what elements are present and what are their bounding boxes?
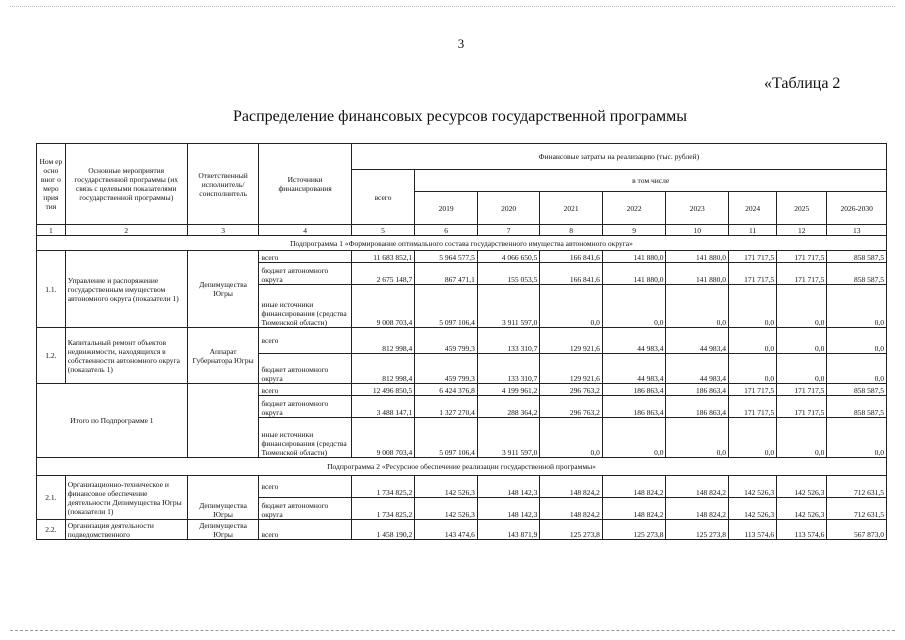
amount-cell: 0,0 bbox=[666, 418, 729, 458]
amount-cell: 0,0 bbox=[777, 328, 827, 354]
source-total: всего bbox=[259, 520, 351, 540]
year-header: 2023 bbox=[666, 192, 729, 225]
amount-cell: 3 911 597,0 bbox=[477, 418, 540, 458]
column-number: 6 bbox=[415, 225, 478, 236]
activity-name: Управление и распоряжение государственным имуществом автономного округа (показатели 1) bbox=[65, 251, 187, 328]
column-number: 13 bbox=[827, 225, 887, 236]
amount-cell: 5 964 577,5 bbox=[415, 251, 478, 263]
amount-cell: 44 983,4 bbox=[666, 328, 729, 354]
amount-cell: 113 574,6 bbox=[777, 520, 827, 540]
amount-cell: 0,0 bbox=[777, 285, 827, 328]
amount-cell: 171 717,5 bbox=[777, 396, 827, 418]
amount-cell: 5 097 106,4 bbox=[415, 418, 478, 458]
amount-cell: 141 880,0 bbox=[666, 263, 729, 285]
source-total: всего bbox=[259, 328, 351, 354]
amount-cell: 1 734 825,2 bbox=[351, 476, 415, 498]
amount-cell: 459 799,3 bbox=[415, 354, 478, 384]
amount-cell: 0,0 bbox=[540, 418, 603, 458]
source-budget: бюджет автономного округа bbox=[259, 354, 351, 384]
amount-cell: 712 631,5 bbox=[827, 476, 887, 498]
amount-cell: 171 717,5 bbox=[728, 251, 776, 263]
subprogram-1-heading: Подпрограмма 1 «Формирование оптимального состава государственного имущества автономного округа» bbox=[37, 236, 887, 251]
header-including: в том числе bbox=[415, 170, 887, 192]
column-number: 10 bbox=[666, 225, 729, 236]
header-total: всего bbox=[351, 170, 415, 225]
amount-cell: 6 424 376,8 bbox=[415, 384, 478, 396]
amount-cell: 812 998,4 bbox=[351, 328, 415, 354]
amount-cell: 186 863,4 bbox=[602, 396, 666, 418]
amount-cell: 0,0 bbox=[666, 285, 729, 328]
amount-cell: 44 983,4 bbox=[666, 354, 729, 384]
executor: Депимущества Югры bbox=[187, 520, 259, 540]
amount-cell: 166 841,6 bbox=[540, 263, 603, 285]
amount-cell: 0,0 bbox=[728, 285, 776, 328]
amount-cell: 171 717,5 bbox=[728, 396, 776, 418]
amount-cell: 858 587,5 bbox=[827, 396, 887, 418]
column-number: 4 bbox=[259, 225, 351, 236]
amount-cell: 142 526,3 bbox=[415, 476, 478, 498]
year-header: 2020 bbox=[477, 192, 540, 225]
amount-cell: 171 717,5 bbox=[728, 263, 776, 285]
row-number: 1.2. bbox=[37, 328, 66, 384]
amount-cell: 148 142,3 bbox=[477, 498, 540, 520]
amount-cell: 0,0 bbox=[728, 418, 776, 458]
amount-cell: 141 880,0 bbox=[666, 251, 729, 263]
year-header: 2024 bbox=[728, 192, 776, 225]
amount-cell: 0,0 bbox=[827, 418, 887, 458]
subtotal-label: Итого по Подпрограмме 1 bbox=[37, 384, 188, 458]
header-finance: Финансовые затраты на реализацию (тыс. рублей) bbox=[351, 144, 886, 170]
year-header: 2021 bbox=[540, 192, 603, 225]
amount-cell: 142 526,3 bbox=[777, 476, 827, 498]
column-number: 7 bbox=[477, 225, 540, 236]
amount-cell: 5 097 106,4 bbox=[415, 285, 478, 328]
amount-cell: 11 683 852,1 bbox=[351, 251, 415, 263]
amount-cell: 812 998,4 bbox=[351, 354, 415, 384]
header-num: Ном ер осно вног о меро прия тия bbox=[37, 144, 66, 225]
amount-cell: 113 574,6 bbox=[728, 520, 776, 540]
year-header: 2019 bbox=[415, 192, 478, 225]
amount-cell: 155 053,5 bbox=[477, 263, 540, 285]
amount-cell: 0,0 bbox=[728, 328, 776, 354]
activity-name: Организация деятельности подведомственного bbox=[65, 520, 187, 540]
column-number-row bbox=[37, 225, 887, 236]
amount-cell: 133 310,7 bbox=[477, 354, 540, 384]
amount-cell: 296 763,2 bbox=[540, 384, 603, 396]
amount-cell: 148 824,2 bbox=[540, 476, 603, 498]
amount-cell: 148 824,2 bbox=[666, 498, 729, 520]
amount-cell: 0,0 bbox=[827, 285, 887, 328]
amount-cell: 166 841,6 bbox=[540, 251, 603, 263]
source-budget: бюджет автономного округа bbox=[259, 396, 351, 418]
amount-cell: 3 488 147,1 bbox=[351, 396, 415, 418]
year-header: 2025 bbox=[777, 192, 827, 225]
amount-cell: 125 273,8 bbox=[602, 520, 666, 540]
amount-cell: 186 863,4 bbox=[666, 396, 729, 418]
amount-cell: 44 983,4 bbox=[602, 354, 666, 384]
amount-cell: 0,0 bbox=[827, 354, 887, 384]
amount-cell: 9 008 703,4 bbox=[351, 285, 415, 328]
amount-cell: 0,0 bbox=[602, 418, 666, 458]
finance-table bbox=[36, 143, 887, 540]
amount-cell: 567 873,0 bbox=[827, 520, 887, 540]
amount-cell: 142 526,3 bbox=[728, 498, 776, 520]
amount-cell: 867 471,1 bbox=[415, 263, 478, 285]
activity-name: Организационно-техническое и финансовое обеспечение деятельности Депимущества Югры (показатели 1) bbox=[65, 476, 187, 520]
column-number: 2 bbox=[65, 225, 187, 236]
amount-cell: 858 587,5 bbox=[827, 263, 887, 285]
amount-cell: 712 631,5 bbox=[827, 498, 887, 520]
column-number: 11 bbox=[728, 225, 776, 236]
amount-cell: 143 871,9 bbox=[477, 520, 540, 540]
header-activity: Основные мероприятия государственной программы (их связь с целевыми показателями государственной программы) bbox=[65, 144, 187, 225]
amount-cell: 12 496 850,5 bbox=[351, 384, 415, 396]
top-border-line bbox=[10, 6, 895, 7]
amount-cell: 133 310,7 bbox=[477, 328, 540, 354]
amount-cell: 288 364,2 bbox=[477, 396, 540, 418]
column-number: 8 bbox=[540, 225, 603, 236]
amount-cell: 0,0 bbox=[602, 285, 666, 328]
amount-cell: 141 880,0 bbox=[602, 263, 666, 285]
row-number: 1.1. bbox=[37, 251, 66, 328]
table-note: «Таблица 2 bbox=[764, 75, 841, 92]
amount-cell: 0,0 bbox=[777, 354, 827, 384]
amount-cell: 125 273,8 bbox=[540, 520, 603, 540]
column-number: 9 bbox=[602, 225, 666, 236]
document-title: Распределение финансовых ресурсов государственной программы bbox=[233, 108, 687, 125]
amount-cell: 142 526,3 bbox=[415, 498, 478, 520]
amount-cell: 171 717,5 bbox=[777, 384, 827, 396]
source-other: иные источники финансирования (средства Тюменской области) bbox=[259, 285, 351, 328]
amount-cell: 142 526,3 bbox=[777, 498, 827, 520]
amount-cell: 0,0 bbox=[728, 354, 776, 384]
amount-cell: 129 921,6 bbox=[540, 354, 603, 384]
header-source: Источники финансирования bbox=[259, 144, 351, 225]
subtotal-executor-empty bbox=[187, 384, 259, 458]
amount-cell: 4 066 650,5 bbox=[477, 251, 540, 263]
row-number: 2.2. bbox=[37, 520, 66, 540]
amount-cell: 296 763,2 bbox=[540, 396, 603, 418]
amount-cell: 141 880,0 bbox=[602, 251, 666, 263]
amount-cell: 148 824,2 bbox=[602, 498, 666, 520]
executor: Депимущества Югры bbox=[187, 251, 259, 328]
amount-cell: 3 911 597,0 bbox=[477, 285, 540, 328]
column-number: 5 bbox=[351, 225, 415, 236]
amount-cell: 0,0 bbox=[540, 285, 603, 328]
amount-cell: 143 474,6 bbox=[415, 520, 478, 540]
page-number: 3 bbox=[457, 36, 465, 51]
amount-cell: 171 717,5 bbox=[777, 251, 827, 263]
year-header: 2022 bbox=[602, 192, 666, 225]
bottom-border-line bbox=[10, 630, 895, 631]
amount-cell: 9 008 703,4 bbox=[351, 418, 415, 458]
column-number: 1 bbox=[37, 225, 66, 236]
amount-cell: 186 863,4 bbox=[666, 384, 729, 396]
amount-cell: 186 863,4 bbox=[602, 384, 666, 396]
year-header: 2026-2030 bbox=[827, 192, 887, 225]
amount-cell: 171 717,5 bbox=[728, 384, 776, 396]
activity-name: Капитальный ремонт объектов недвижимости, находящихся в собственности автономного округа (показатель 1) bbox=[65, 328, 187, 384]
amount-cell: 129 921,6 bbox=[540, 328, 603, 354]
amount-cell: 148 824,2 bbox=[666, 476, 729, 498]
amount-cell: 2 675 148,7 bbox=[351, 263, 415, 285]
amount-cell: 148 142,3 bbox=[477, 476, 540, 498]
column-number: 3 bbox=[187, 225, 259, 236]
column-number: 12 bbox=[777, 225, 827, 236]
amount-cell: 0,0 bbox=[777, 418, 827, 458]
header-executor: Ответственный исполнитель/ соисполнитель bbox=[187, 144, 259, 225]
header-row bbox=[37, 144, 887, 170]
amount-cell: 4 199 961,2 bbox=[477, 384, 540, 396]
amount-cell: 0,0 bbox=[827, 328, 887, 354]
amount-cell: 858 587,5 bbox=[827, 251, 887, 263]
amount-cell: 148 824,2 bbox=[540, 498, 603, 520]
source-budget: бюджет автономного округа bbox=[259, 263, 351, 285]
amount-cell: 148 824,2 bbox=[602, 476, 666, 498]
amount-cell: 1 327 270,4 bbox=[415, 396, 478, 418]
source-total: всего bbox=[259, 476, 351, 498]
source-total: всего bbox=[259, 384, 351, 396]
source-other: иные источники финансирования (средства Тюменской области) bbox=[259, 418, 351, 458]
amount-cell: 858 587,5 bbox=[827, 384, 887, 396]
amount-cell: 171 717,5 bbox=[777, 263, 827, 285]
amount-cell: 125 273,8 bbox=[666, 520, 729, 540]
executor: Аппарат Губернатора Югры bbox=[187, 328, 259, 384]
subprogram-2-heading: Подпрограмма 2 «Ресурсное обеспечение реализации государственной программы» bbox=[37, 458, 887, 476]
amount-cell: 1 734 825,2 bbox=[351, 498, 415, 520]
executor: Депимущества Югры bbox=[187, 476, 259, 520]
amount-cell: 44 983,4 bbox=[602, 328, 666, 354]
amount-cell: 1 458 190,2 bbox=[351, 520, 415, 540]
row-number: 2.1. bbox=[37, 476, 66, 520]
source-total: всего bbox=[259, 251, 351, 263]
source-budget: бюджет автономного округа bbox=[259, 498, 351, 520]
amount-cell: 459 799,3 bbox=[415, 328, 478, 354]
amount-cell: 142 526,3 bbox=[728, 476, 776, 498]
